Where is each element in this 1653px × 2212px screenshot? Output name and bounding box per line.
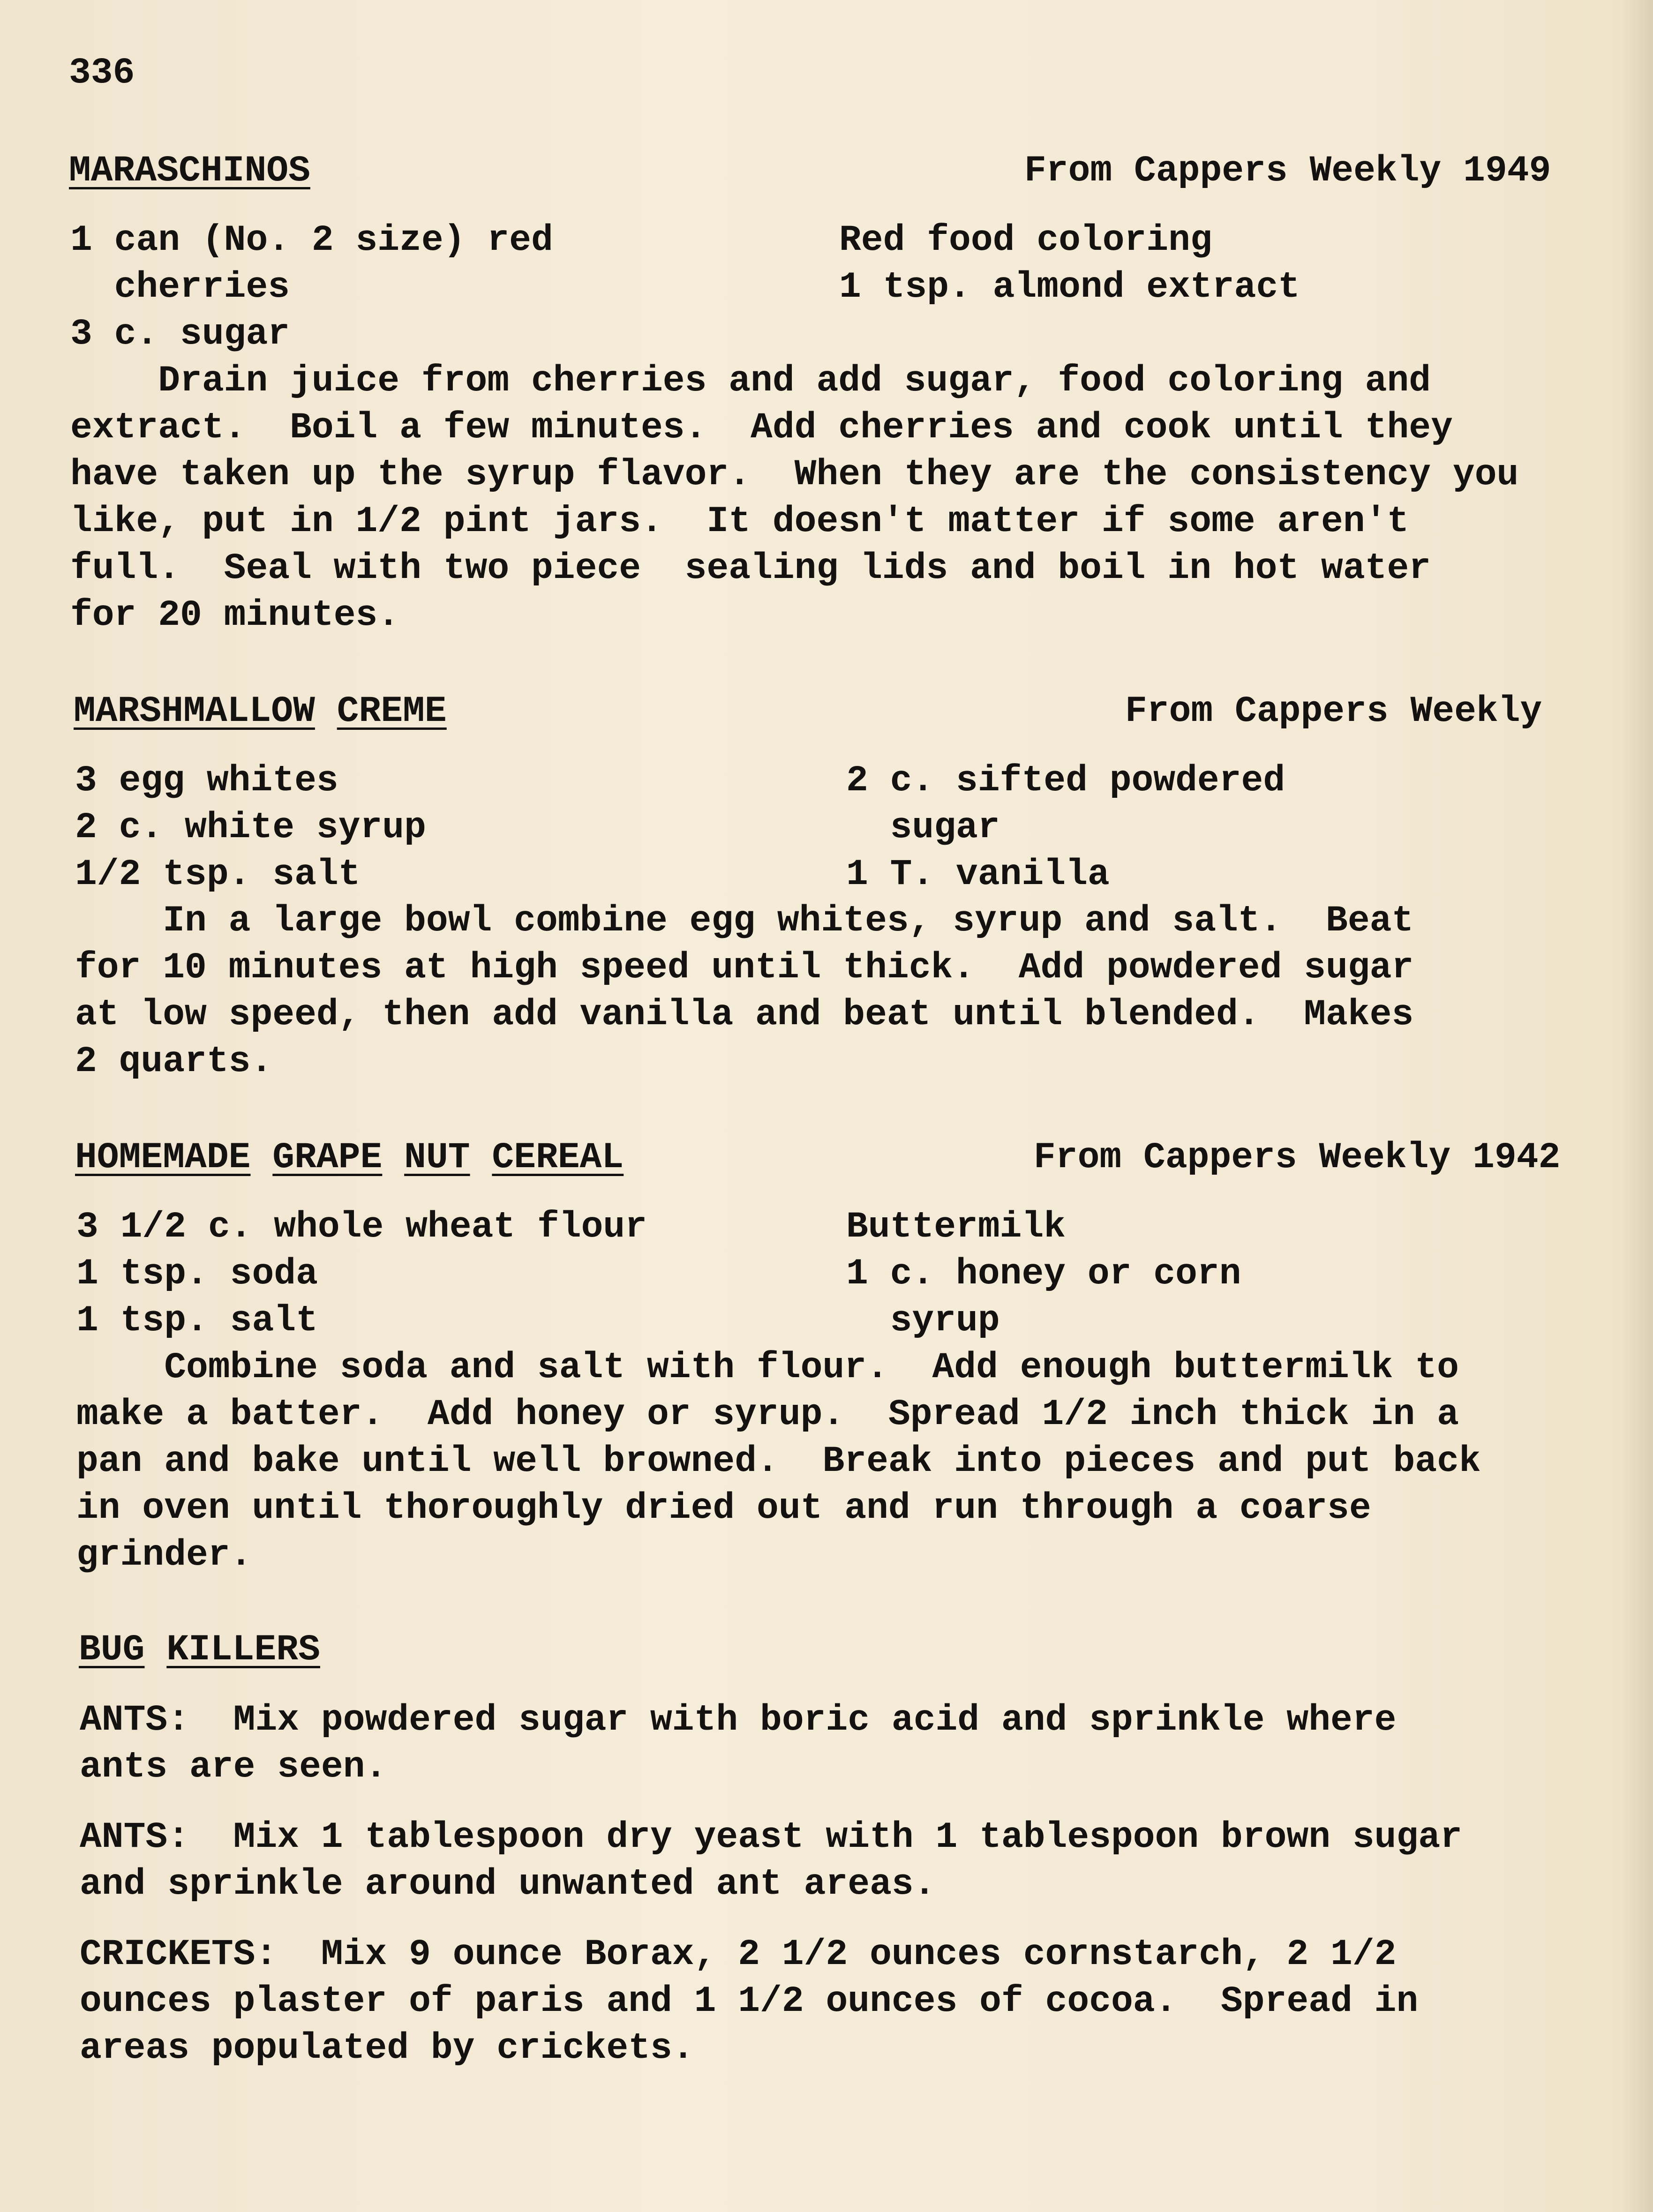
title-word: BUG	[79, 1629, 145, 1671]
ingredients-left-marshmallow-creme	[75, 757, 426, 898]
direction-line: like, put in 1/2 pint jars. It doesn't matter if some aren't	[70, 501, 1409, 542]
section-title-bug-killers	[79, 1627, 320, 1673]
ingredients-right-marshmallow-creme	[846, 757, 1285, 898]
ingredient: 2 c. sifted powdered	[846, 760, 1285, 802]
direction-line: in oven until thoroughly dried out and run through a coarse	[76, 1488, 1371, 1529]
binding-shadow	[1620, 0, 1653, 2212]
direction-line: In a large bowl combine egg whites, syrup and salt. Beat	[75, 900, 1414, 942]
recipe-title-grape-nut-cereal	[75, 1134, 624, 1181]
ingredient: 1 c. honey or corn	[846, 1253, 1241, 1295]
direction-line: Combine soda and salt with flour. Add enough buttermilk to	[76, 1347, 1459, 1388]
bug-killer-entry-crickets	[80, 1931, 1418, 2072]
direction-line: 2 quarts.	[75, 1041, 273, 1082]
ingredient: 1/2 tsp. salt	[75, 854, 361, 895]
recipe-title-marshmallow-creme	[74, 688, 447, 735]
title-word: NUT	[404, 1137, 470, 1178]
direction-line: have taken up the syrup flavor. When they are the consistency you	[70, 454, 1519, 495]
title-word: CEREAL	[492, 1137, 624, 1178]
entry-line: ounces plaster of paris and 1 1/2 ounces of cocoa. Spread in	[80, 1981, 1419, 2022]
recipe-source-marshmallow-creme: From Cappers Weekly	[1125, 691, 1542, 732]
ingredient: 1 tsp. salt	[76, 1300, 318, 1342]
title-word: CREME	[337, 691, 447, 732]
ingredient: sugar	[846, 807, 1000, 848]
ingredient: 1 tsp. almond extract	[839, 267, 1300, 308]
ingredients-right-grape-nut-cereal	[846, 1204, 1241, 1344]
bug-killer-entry-ants-boric	[80, 1697, 1396, 1791]
recipe-source-maraschinos: From Cappers Weekly 1949	[1024, 150, 1551, 192]
direction-line: Drain juice from cherries and add sugar, food coloring and	[70, 360, 1431, 402]
direction-line: for 20 minutes.	[70, 595, 400, 636]
ingredient: 3 c. sugar	[70, 314, 290, 355]
directions-grape-nut-cereal	[76, 1344, 1481, 1579]
title-word: MARASCHINOS	[69, 150, 310, 192]
title-word: KILLERS	[166, 1629, 320, 1671]
ingredient: cherries	[70, 267, 290, 308]
direction-line: pan and bake until well browned. Break into pieces and put back	[76, 1441, 1481, 1482]
recipe-title-maraschinos	[69, 148, 310, 195]
bug-killer-entry-ants-yeast	[80, 1814, 1462, 1908]
entry-line: ANTS: Mix powdered sugar with boric acid and sprinkle where	[80, 1700, 1397, 1741]
ingredient: syrup	[846, 1300, 1000, 1342]
direction-line: grinder.	[76, 1535, 252, 1576]
title-word: GRAPE	[272, 1137, 383, 1178]
entry-line: CRICKETS: Mix 9 ounce Borax, 2 1/2 ounces cornstarch, 2 1/2	[80, 1934, 1397, 1975]
ingredients-right-maraschinos	[839, 217, 1300, 311]
ingredient: 1 tsp. soda	[76, 1253, 318, 1295]
ingredient: 1 T. vanilla	[846, 854, 1110, 895]
page-number: 336	[69, 52, 135, 94]
entry-line: areas populated by crickets.	[80, 2028, 694, 2069]
directions-maraschinos	[70, 358, 1518, 639]
ingredients-left-grape-nut-cereal	[76, 1204, 647, 1344]
ingredient: 3 1/2 c. whole wheat flour	[76, 1207, 647, 1248]
ingredient: 3 egg whites	[75, 760, 338, 802]
directions-marshmallow-creme	[75, 898, 1413, 1085]
title-word: MARSHMALLOW	[74, 691, 315, 732]
ingredient: 1 can (No. 2 size) red	[70, 220, 553, 261]
direction-line: for 10 minutes at high speed until thick. Add powdered sugar	[75, 947, 1414, 989]
direction-line: full. Seal with two piece sealing lids and boil in hot water	[70, 548, 1431, 589]
ingredient: Red food coloring	[839, 220, 1212, 261]
title-word: HOMEMADE	[75, 1137, 251, 1178]
ingredients-left-maraschinos	[70, 217, 553, 358]
ingredient: 2 c. white syrup	[75, 807, 426, 848]
ingredient: Buttermilk	[846, 1207, 1066, 1248]
entry-line: and sprinkle around unwanted ant areas.	[80, 1864, 936, 1905]
direction-line: extract. Boil a few minutes. Add cherries and cook until they	[70, 407, 1453, 449]
entry-line: ants are seen.	[80, 1747, 387, 1788]
recipe-source-grape-nut-cereal: From Cappers Weekly 1942	[1034, 1137, 1561, 1178]
direction-line: make a batter. Add honey or syrup. Spread 1/2 inch thick in a	[76, 1394, 1459, 1435]
entry-line: ANTS: Mix 1 tablespoon dry yeast with 1 tablespoon brown sugar	[80, 1817, 1462, 1858]
direction-line: at low speed, then add vanilla and beat until blended. Makes	[75, 994, 1414, 1035]
